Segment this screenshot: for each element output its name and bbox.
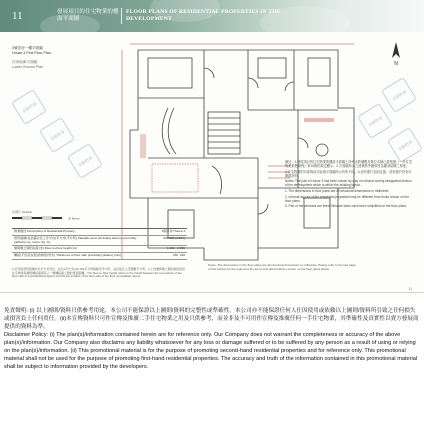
folio-number: 11 xyxy=(408,287,412,291)
watermark-logo xyxy=(11,89,47,125)
watermark-logo xyxy=(357,103,393,139)
plan-caption-zh: 3號洋房一樓平面圖 xyxy=(12,46,43,50)
legend-notes: Notes: The dimensions in the floor plans are all structural dimensions in millimetre. Please refer to the last page of this section for the legend of the terms and abbreviations shown on the floor plans above. xyxy=(208,263,356,271)
page-number: 11 xyxy=(12,10,23,22)
footer-divider xyxy=(0,292,424,293)
note-line: 1. The dimensions in floor plans are all structural dimensions in millimetre. xyxy=(285,189,390,194)
plan-notes xyxy=(285,160,413,210)
page-title-zh: 發展項目的住宅物業的樓面平面圖 xyxy=(57,9,119,22)
watermark-logo xyxy=(67,143,103,179)
note-line: Notes: The part of House 3 has been shown by way of notional merely designated section of the development which is within the building layout. xyxy=(285,179,412,188)
plan-subcaption-zh: 洋房地庫平面圖 xyxy=(12,60,38,64)
note-line: 備註：1.發展項目的住宅物業的樓面平面圖上所列出的層數及單位名稱已經根據《一手住宅物業銷售條例》第10條的規定顯示。2.平面圖所示之建築物外牆厚度為牆身結構之厚度。 xyxy=(285,160,412,169)
watermark-text: 美聯物業 xyxy=(396,138,414,152)
watermark-logo xyxy=(381,77,417,113)
table-row: 樓板(不包括灰泥)的厚度(毫米) Thickness of floor slab (excluding plaster) (mm) 150, 180 xyxy=(12,253,187,260)
note-line: 3. Part of the windows are fixed. Window sizes have been simplified on the floor plans. xyxy=(285,204,407,209)
area-table xyxy=(12,228,187,260)
note-line: 3.住宅物業的內部佈局可能與平面圖所示有所不同。4.部份窗戶為固定窗，部份窗戶設有可開啟部份。 xyxy=(285,169,412,178)
note-line: 2. Internal layouts of the residential properties may be different from those shown on the floor plans. xyxy=(285,194,409,203)
scale-label: 比例尺 SCALE xyxy=(12,210,32,214)
plan-caption xyxy=(12,46,72,70)
watermark-text: 美聯物業 xyxy=(48,128,66,142)
watermark-text: 美聯物業 xyxy=(20,100,38,114)
disclaimer-zh: 免責聲明: (i) 以上圖則/資料只供參考用途，本公司不能保證以上圖則/資料的完整性或準確性，本公司亦不能保證任何人仕因使用或依賴以上圖則/資料所引致之任何損失或損害負上任何責任。(ii)本宣傳資料只可作宣傳及推廣二手住宅物業之用及只供參考，而並非及不可用作宣傳及推廣任何一手住宅物業，其準確性及真實性以賣方發展商提供的資料為準。 xyxy=(4,308,419,330)
table-row: 物業描述 Description of Residential Property 3號洋房 House 3 xyxy=(12,229,187,236)
disclaimer-en: Disclaimer Policy: (i) The plan(s)/information contained herein are for reference only. Our Company does not warrant the completeness or accuracy of the above plan(s)/information. Our Company also disclaims any liability whatsoever for any loss or damage suffered or to be suffered by any person as a result of using or relying on the plan(s)/information. (ii) This promotional material is for the purpose of promoting second-hand residential properties and for reference only. This promotional material shall not be used for the purpose of promoting first-hand residential properties. The accuracy and truth of the information contained in this promotional material shall be subject to information provided by the developers. xyxy=(4,332,418,370)
plan-caption-en: House 3 First Floor Plan xyxy=(12,51,51,55)
table-row: 層與層之間的高度(米) Floor-to-floor height (m) 3.150 - 3.950 xyxy=(12,246,187,253)
watermark-text: 美聯物業 xyxy=(76,154,94,168)
svg-text:N: N xyxy=(394,61,398,66)
watermark-text: 美聯物業 xyxy=(366,114,384,128)
disclaimer xyxy=(4,308,420,371)
scale-bar xyxy=(12,216,82,224)
watermark-logo xyxy=(387,127,423,163)
table-row: 實用面積(包括露台及工作平台)平方米(平方呎) Saleable area (including balcony and utility platform) sq. metre (sq. ft.) 333.888 (3,594) xyxy=(12,235,187,246)
watermark-logo xyxy=(39,117,75,153)
header-divider xyxy=(121,8,122,24)
watermark-text: 美聯物業 xyxy=(390,88,408,102)
north-arrow-icon xyxy=(386,40,406,66)
plan-subcaption-en: Lower Ground Plan xyxy=(12,65,43,69)
scale-unit: 米 Metre xyxy=(68,216,80,221)
area-notes: 1.所列的實用面積均以平方米列出，並以1平方米=10.764平方呎換算至平方呎，並四捨五入至整數平方呎。2.上述層與層之間的高度指該住宅物業每層的樓板面與其上一層樓板面之間的垂直距離。The floor-to-floor height refers to the height between the top surface of the floor slab of a residential property and the top surface of the floor slab of the floor immediately above. xyxy=(12,267,186,279)
page-title-en: FLOOR PLANS OF RESIDENTIAL PROPERTIES IN THE DEVELOPMENT xyxy=(126,9,281,22)
